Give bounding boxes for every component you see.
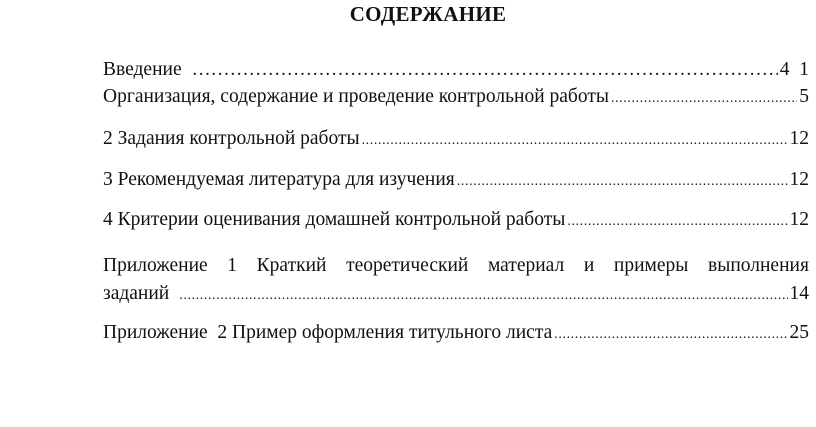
toc-entry-introduction (103, 57, 809, 83)
dot-leader (179, 283, 787, 309)
label-word: Приложение (103, 255, 208, 276)
dot-leader (567, 209, 787, 235)
dot-leader (457, 169, 788, 195)
toc-entry-label: 4 Критерии оценивания домашней контрольной работы (103, 209, 566, 230)
toc-entry-literature (103, 167, 809, 195)
label-word: Краткий (256, 255, 327, 276)
toc-entry-tasks (103, 126, 809, 154)
toc-entry-appendix-1 (103, 253, 809, 309)
label-word: и (583, 255, 595, 276)
dot-leader (554, 322, 787, 348)
toc-entry-page: 14 (789, 283, 809, 304)
toc-entry-label: Организация, содержание и проведение контрольной работы (103, 86, 609, 107)
label-word: 1 (227, 255, 238, 276)
toc-entry-label: 3 Рекомендуемая литература для изучения (103, 169, 455, 190)
toc-entry-label: 2 Задания контрольной работы (103, 128, 360, 149)
toc-entry-page: 12 (789, 169, 809, 190)
dot-leader (611, 86, 797, 112)
toc-entry-criteria (103, 207, 809, 235)
toc-entry-page: 4 1 (779, 59, 809, 80)
toc-entry-label: Приложение 2 Пример оформления титульного листа (103, 322, 553, 343)
dot-leader (192, 57, 778, 83)
toc-entry-page: 5 (799, 86, 809, 107)
document-title: СОДЕРЖАНИЕ (349, 2, 507, 26)
toc-entry-page: 25 (789, 322, 809, 343)
label-word: материал (487, 255, 565, 276)
toc-entry-page: 12 (789, 209, 809, 230)
toc-entry-appendix-2 (103, 320, 809, 348)
toc-entry-page: 12 (789, 128, 809, 149)
toc-entry-organization (103, 84, 809, 112)
dot-leader (362, 128, 788, 154)
toc-entry-label: Введение (103, 59, 182, 80)
table-of-contents (103, 0, 809, 427)
toc-entry-label-line2: заданий (103, 283, 170, 304)
label-word: примеры (613, 255, 689, 276)
toc-entry-label-line1 (103, 253, 809, 279)
label-word: выполнения (708, 255, 809, 276)
label-word: теоретический (346, 255, 469, 276)
